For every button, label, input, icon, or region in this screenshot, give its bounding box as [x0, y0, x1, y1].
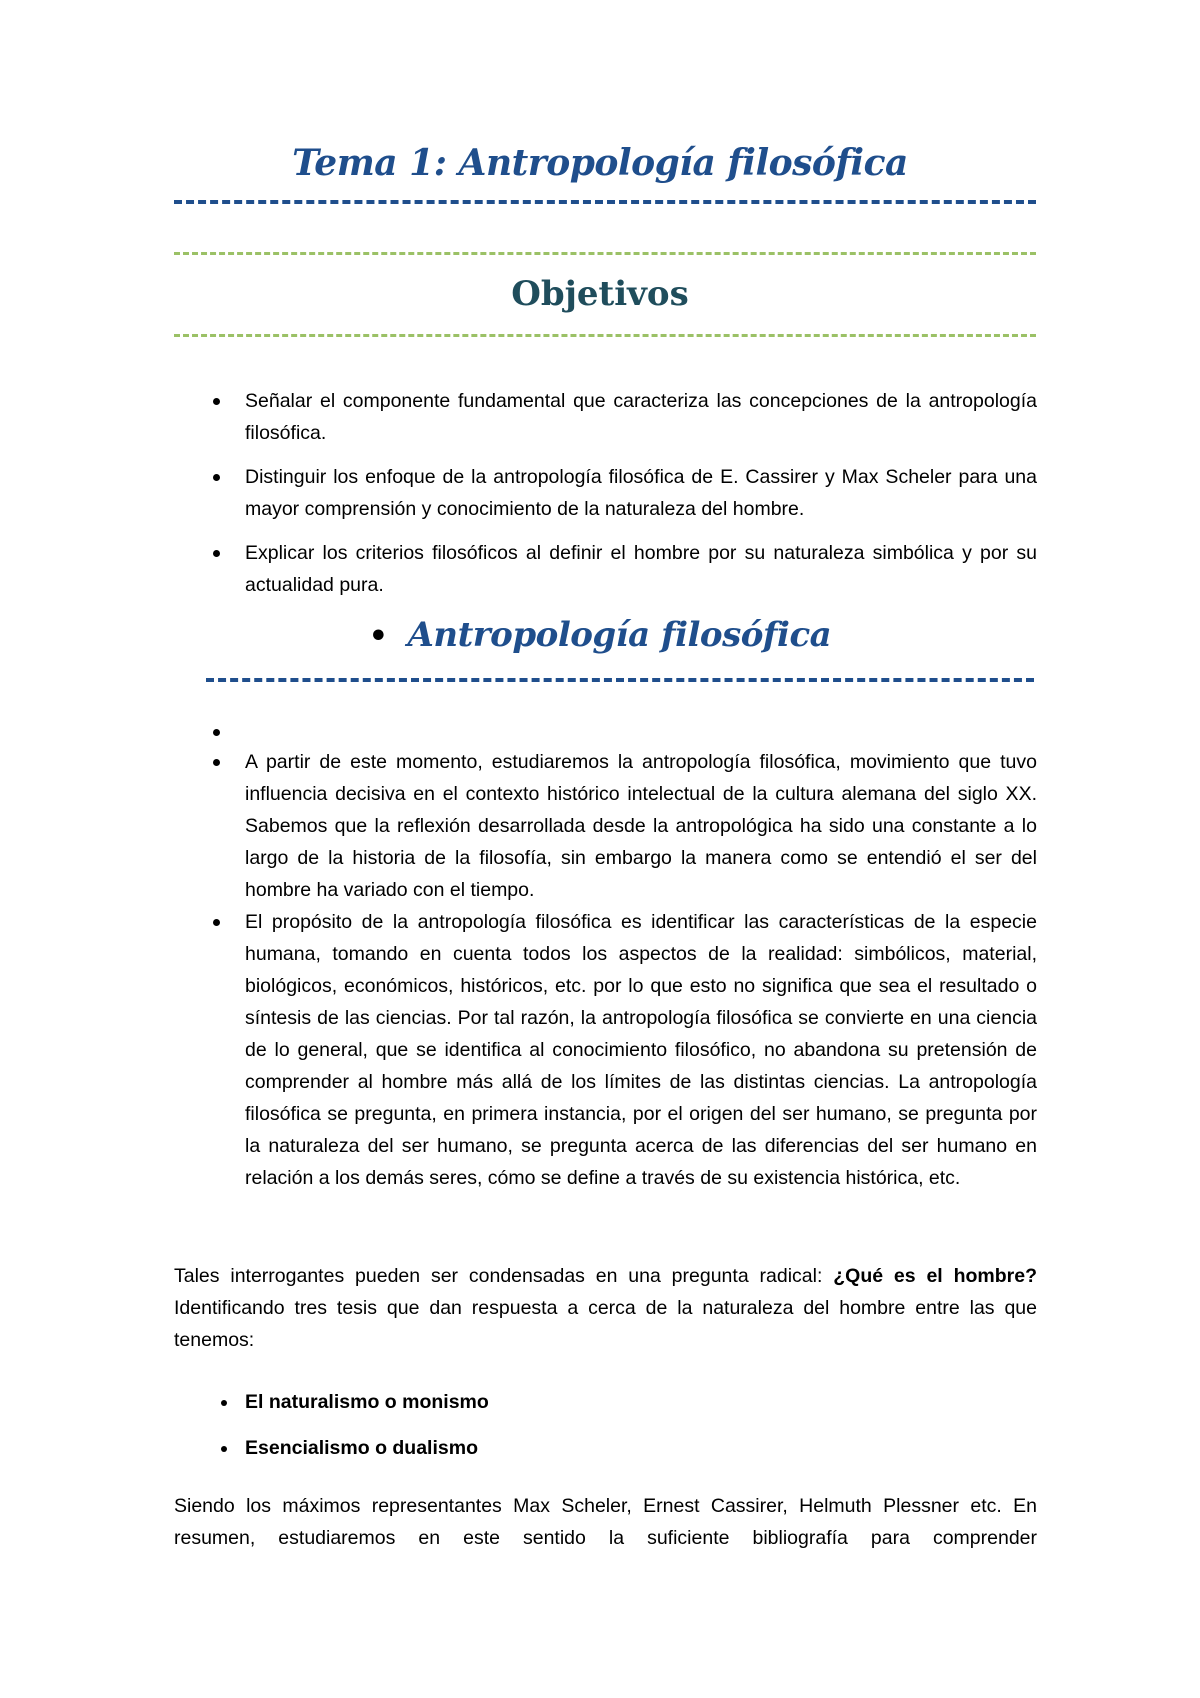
objectives-list [205, 385, 1037, 613]
bullet-icon [213, 729, 220, 736]
list-item [205, 906, 1037, 1194]
bullet-icon [213, 474, 220, 481]
section-list [205, 716, 1037, 1194]
list-item [205, 537, 1037, 601]
thesis-text: El naturalismo o monismo [245, 1391, 489, 1413]
bullet-icon [221, 1400, 227, 1406]
bullet-icon [213, 398, 220, 405]
thesis-text: Esencialismo o dualismo [245, 1437, 478, 1459]
list-item [205, 1432, 1037, 1464]
section-item-text: El propósito de la antropología filosófica es identificar las características de la especie humana, tomando en cuenta todos los aspectos de la realidad: simbólicos, material, biológicos, económicos, históricos, etc. por lo que esto no significa que sea el resultado o síntesis de las ciencias. Por tal razón, la antropología filosófica se convierte en una ciencia de lo general, que se identifica al conocimiento filosófico, no abandona su pretensión de comprender al hombre más allá de los límites de las distintas ciencias. La antropología filosófica se pregunta, en primera instancia, por el origen del ser humano, se pregunta por la naturaleza del ser humano, se pregunta acerca de las diferencias del ser humano en relación a los demás seres, cómo se define a través de su existencia histórica, etc. [245, 911, 1037, 1189]
page-title: Tema 1: Antropología filosófica [292, 142, 908, 184]
list-item [205, 1386, 1037, 1418]
objective-text: Señalar el componente fundamental que caracteriza las concepciones de la antropología filosófica. [245, 390, 1037, 444]
question-paragraph [174, 1260, 1037, 1356]
list-item [205, 746, 1037, 906]
radical-question: ¿Qué es el hombre? [833, 1265, 1037, 1287]
bullet-icon [213, 759, 220, 766]
bullet-icon: • [368, 619, 388, 654]
section-heading-text: Antropología filosófica [407, 615, 832, 655]
objectives-heading: Objetivos [511, 274, 689, 314]
section-heading [0, 615, 1200, 655]
theses-list [205, 1386, 1037, 1478]
bullet-icon [213, 919, 220, 926]
objectives-top-rule [174, 252, 1036, 255]
list-item [205, 461, 1037, 525]
list-item [205, 716, 1037, 746]
bullet-icon [221, 1446, 227, 1452]
list-item [205, 385, 1037, 449]
objectives-bottom-rule [174, 334, 1036, 337]
section-item-text: A partir de este momento, estudiaremos la antropología filosófica, movimiento que tuvo influencia decisiva en el contexto histórico intelectual de la cultura alemana del siglo XX. Sabemos que la reflexión desarrollada desde la antropológica ha sido una constante a lo largo de la historia de la filosofía, sin embargo la manera como se entendió el ser del hombre ha variado con el tiempo. [245, 751, 1037, 901]
title-dashed-rule [174, 200, 1036, 204]
objective-text: Explicar los criterios filosóficos al definir el hombre por su naturaleza simbólica y por su actualidad pura. [245, 542, 1037, 596]
objective-text: Distinguir los enfoque de la antropología filosófica de E. Cassirer y Max Scheler para una mayor comprensión y conocimiento de la naturaleza del hombre. [245, 466, 1037, 520]
section-dashed-rule [206, 678, 1034, 682]
paragraph-text: Tales interrogantes pueden ser condensadas en una pregunta radical: [174, 1265, 834, 1287]
paragraph-text: Identificando tres tesis que dan respuesta a cerca de la naturaleza del hombre entre las que tenemos: [174, 1297, 1037, 1351]
summary-paragraph: Siendo los máximos representantes Max Scheler, Ernest Cassirer, Helmuth Plessner etc. En resumen, estudiaremos en este sentido la suficiente bibliografía para comprender [174, 1495, 1037, 1549]
bullet-icon [213, 550, 220, 557]
